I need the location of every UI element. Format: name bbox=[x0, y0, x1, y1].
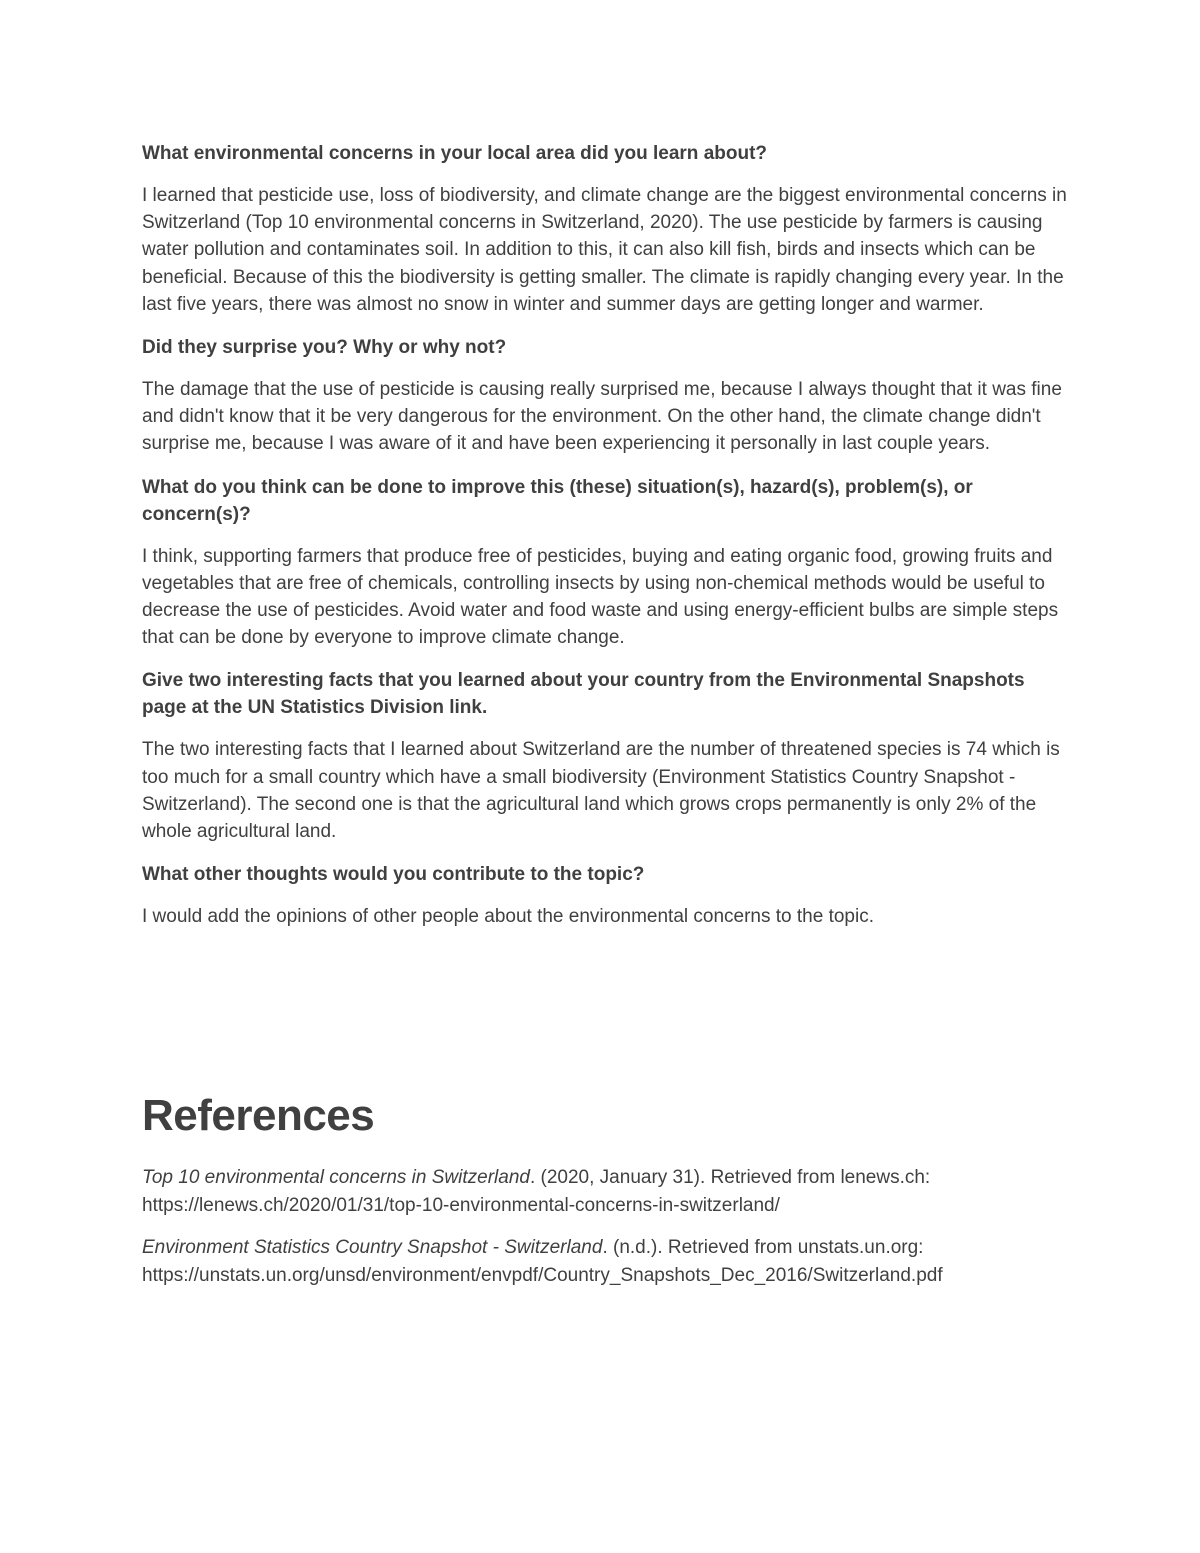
answer-3: I think, supporting farmers that produce free of pesticides, buying and eating organic food, growing fruits and vegetables that are free of chemicals, controlling insects by using non-chemical methods would be useful to decrease the use of pesticides. Avoid water and food waste and using energy-efficient bulbs are simple steps that can be done by everyone to improve climate change. bbox=[142, 545, 1059, 649]
document-body bbox=[142, 140, 1067, 946]
reference-1-url: https://lenews.ch/2020/01/31/top-10-environmental-concerns-in-switzerland/ bbox=[142, 1195, 780, 1216]
answer-4: The two interesting facts that I learned about Switzerland are the number of threatened species is 74 which is too much for a small country which have a small biodiversity (Environment Statistics Country Snapshot - Switzerland). The second one is that the agricultural land which grows crops permanently is only 2% of the whole agricultural land. bbox=[142, 739, 1060, 843]
references-section bbox=[142, 1088, 1082, 1304]
question-3: What do you think can be done to improve this (these) situation(s), hazard(s), problem(s), or concern(s)? bbox=[142, 476, 973, 525]
reference-1-details: . (2020, January 31). Retrieved from lenews.ch: bbox=[529, 1167, 931, 1188]
reference-2-url: https://unstats.un.org/unsd/environment/envpdf/Country_Snapshots_Dec_2016/Switzerland.pdf bbox=[142, 1265, 943, 1286]
question-4: Give two interesting facts that you learned about your country from the Environmental Snapshots page at the UN Statistics Division link. bbox=[142, 670, 1025, 719]
references-heading: References bbox=[142, 1091, 375, 1140]
reference-2-title: Environment Statistics Country Snapshot - Switzerland bbox=[142, 1237, 603, 1258]
reference-entry-2 bbox=[142, 1234, 1082, 1290]
question-1: What environmental concerns in your local area did you learn about? bbox=[142, 143, 768, 164]
question-2: Did they surprise you? Why or why not? bbox=[142, 337, 507, 359]
reference-entry-1 bbox=[142, 1164, 1082, 1220]
answer-2: The damage that the use of pesticide is causing really surprised me, because I always thought that it was fine and didn't know that it be very dangerous for the environment. On the other hand, the climate change didn't surprise me, because I was aware of it and have been experiencing it personally in last couple years. bbox=[142, 379, 1062, 455]
question-5: What other thoughts would you contribute to the topic? bbox=[142, 864, 645, 886]
reference-1-title: Top 10 environmental concerns in Switzerland bbox=[142, 1167, 530, 1188]
answer-1: I learned that pesticide use, loss of biodiversity, and climate change are the biggest environmental concerns in Switzerland (Top 10 environmental concerns in Switzerland, 2020). The use pesticide by farmers is causing water pollution and contaminates soil. In addition to this, it can also kill fish, birds and insects which can be beneficial. Because of this the biodiversity is getting smaller. The climate is rapidly changing every year. In the last five years, there was almost no snow in winter and summer days are getting longer and warmer. bbox=[142, 185, 1067, 315]
reference-2-details: . (n.d.). Retrieved from unstats.un.org: bbox=[602, 1237, 924, 1258]
answer-5: I would add the opinions of other people about the environmental concerns to the topic. bbox=[142, 906, 874, 928]
